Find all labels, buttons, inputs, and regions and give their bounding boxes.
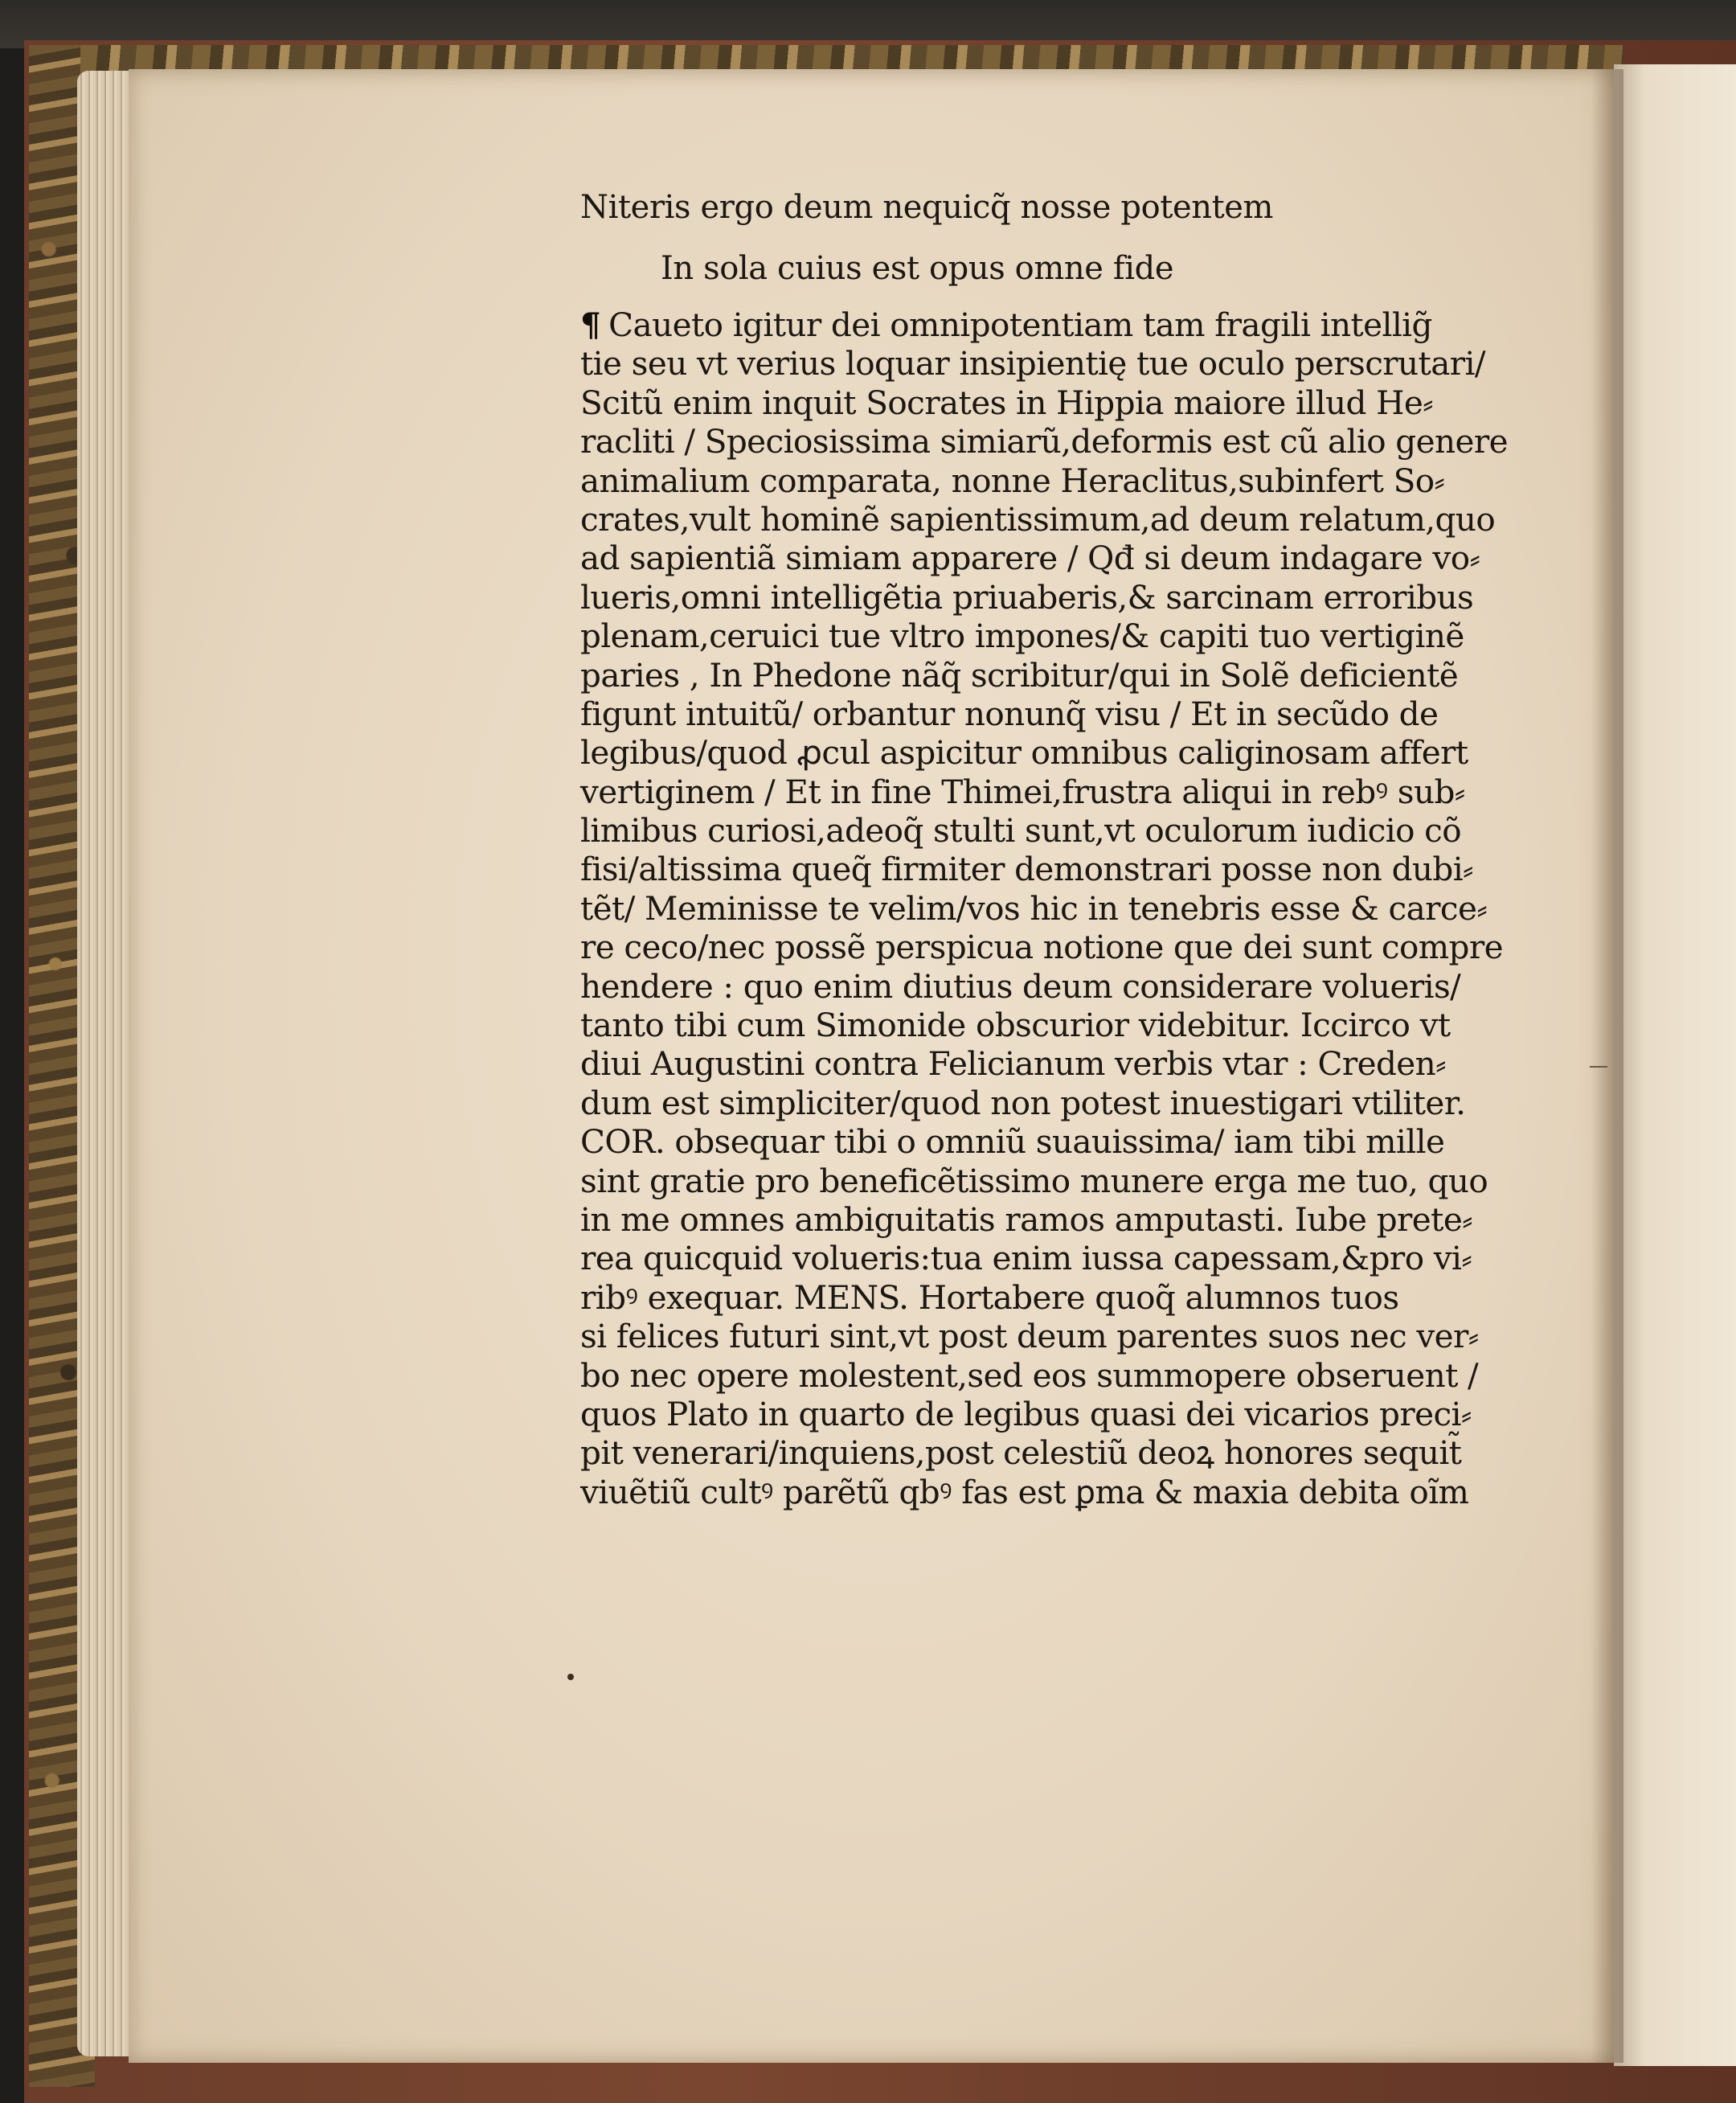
text-line: tie seu vt verius loquar insipientię tue oculo perscrutari/ — [580, 344, 1485, 383]
page-edge-mark — [1590, 1066, 1607, 1068]
text-line: re ceco/nec possẽ perspicua notione que dei sunt compre — [580, 928, 1503, 967]
paragraph-mark: ¶ — [580, 305, 601, 344]
text-line: diui Augustini contra Felicianum verbis vtar : Creden⸗ — [580, 1044, 1447, 1084]
facing-page — [1614, 64, 1736, 2066]
text-line: in me omnes ambiguitatis ramos amputasti. Iube prete⸗ — [580, 1199, 1473, 1239]
text-line: figunt intuitũ/ orbantur nonunq̃ visu / Et in secũdo de — [580, 694, 1439, 733]
verse-line: Niteris ergo deum nequicq̃ nosse potentem — [580, 189, 1274, 226]
text-line — [580, 305, 1440, 344]
prose-text-block — [580, 305, 1508, 1511]
text-line: Scitũ enim inquit Socrates in Hippia maiore illud He⸗ — [580, 383, 1434, 422]
text-line: si felices futuri sint,vt post deum parentes suos nec ver⸗ — [580, 1317, 1479, 1356]
text-line: vertiginem / Et in fine Thimei,frustra aliqui in rebꝰ sub⸗ — [580, 772, 1465, 811]
text-line-content: Caueto igitur dei omnipotentiam tam fragili intellig̃ — [608, 305, 1432, 344]
text-line: bo nec opere molestent,sed eos summopere obseruent / — [580, 1355, 1479, 1395]
text-line: tanto tibi cum Simonide obscurior videbitur. Iccirco vt — [580, 1006, 1451, 1045]
text-line: animalium comparata, nonne Heraclitus,subinfert So⸗ — [580, 461, 1445, 500]
text-line: crates,vult hominẽ sapientissimum,ad deum relatum,quo — [580, 499, 1496, 539]
text-line: lueris,omni intelligẽtia priuaberis,& sarcinam erroribus — [580, 577, 1474, 617]
text-line: pit venerari/inquiens,post celestiũ deoꝝ honores sequit̃ — [580, 1433, 1462, 1473]
text-line: racliti / Speciosissima simiarũ,deformis est cũ alio genere — [580, 422, 1508, 461]
ink-speck — [567, 1674, 574, 1680]
text-line: limibus curiosi,adeoq̃ stulti sunt,vt oculorum iudicio cõ — [580, 811, 1462, 851]
text-line: viuẽtiũ cultꝰ parẽtũ qbꝰ fas est ꝑma & maxia debita oĩm — [580, 1472, 1469, 1511]
text-line: plenam,ceruici tue vltro impones/& capiti tuo vertiginẽ — [580, 617, 1464, 656]
text-line: sint gratie pro beneficẽtissimo munere erga me tuo, quo — [580, 1161, 1488, 1200]
text-line: ad sapientiã simiam apparere / Qđ si deum indagare vo⸗ — [580, 539, 1480, 578]
text-line: fisi/altissima queq̃ firmiter demonstrari posse non dubi⸗ — [580, 850, 1473, 889]
text-line: tẽt/ Meminisse te velim/vos hic in tenebris esse & carce⸗ — [580, 888, 1488, 928]
text-line: rea quicquid volueris:tua enim iussa capessam,&pro vi⸗ — [580, 1239, 1472, 1278]
text-line: COR. obsequar tibi o omniũ suauissima/ iam tibi mille — [580, 1122, 1445, 1162]
text-line: paries , In Phedone nãq̃ scribitur/qui in Solẽ deficientẽ — [580, 655, 1459, 695]
verse-line: In sola cuius est opus omne fide — [661, 250, 1174, 287]
text-line: quos Plato in quarto de legibus quasi dei vicarios preci⸗ — [580, 1394, 1472, 1433]
text-line: ribꝰ exequar. MENS. Hortabere quoq̃ alumnos tuos — [580, 1277, 1399, 1317]
text-line: hendere : quo enim diutius deum considerare volueris/ — [580, 966, 1461, 1006]
text-line: legibus/quod ꝓcul aspicitur omnibus caliginosam affert — [580, 733, 1468, 773]
text-line: dum est simpliciter/quod non potest inuestigari vtiliter. — [580, 1083, 1466, 1122]
